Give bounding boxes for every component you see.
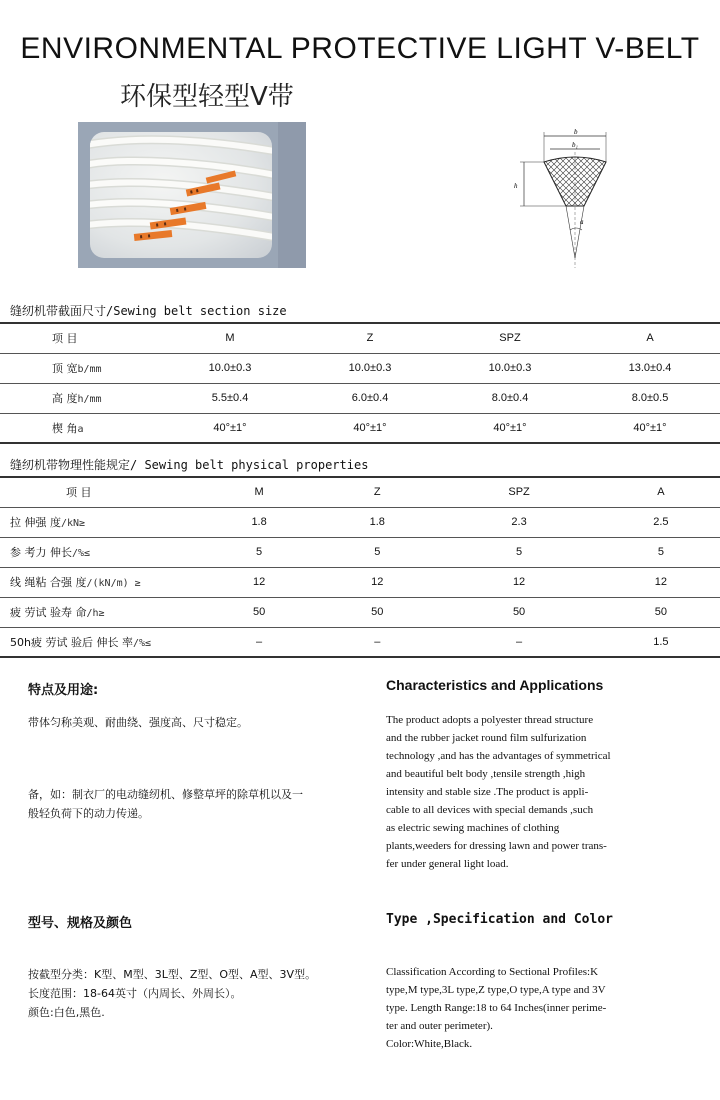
- product-photo: [78, 122, 306, 268]
- table-cell: 5.5±0.4: [160, 383, 300, 413]
- table-cell: 10.0±0.3: [300, 353, 440, 383]
- table-row: [0, 597, 720, 627]
- table-cell: 1.5: [602, 627, 720, 657]
- table-cell: 12: [318, 567, 436, 597]
- diagram-label-b: b: [574, 128, 578, 136]
- table-cell: 1.8: [200, 507, 318, 537]
- table-cell: 40°±1°: [580, 413, 720, 443]
- table-row: [0, 353, 720, 383]
- physical-properties-title: 缝纫机带物理性能规定/ Sewing belt physical properties: [10, 458, 369, 472]
- row-label: 50h疲 劳试 验后 伸长 率/%≤: [0, 627, 200, 657]
- table-cell: 40°±1°: [300, 413, 440, 443]
- table-cell: –: [200, 627, 318, 657]
- table-cell: 5: [602, 537, 720, 567]
- header-item: 项 目: [0, 323, 160, 353]
- row-label: 高 度h/mm: [0, 383, 160, 413]
- row-label: 拉 伸强 度/kN≥: [0, 507, 200, 537]
- header-M: M: [160, 323, 300, 353]
- table-cell: 1.8: [318, 507, 436, 537]
- photo-shadow: [278, 122, 306, 268]
- table-cell: 5: [436, 537, 601, 567]
- page-title-english: ENVIRONMENTAL PROTECTIVE LIGHT V-BELT: [20, 32, 700, 65]
- types-heading-cn: 型号、规格及颜色: [28, 916, 133, 931]
- table-cell: 12: [436, 567, 601, 597]
- page-title-chinese: 环保型轻型V带: [120, 82, 294, 112]
- header-item: 项 目: [0, 477, 200, 507]
- header-Z: Z: [300, 323, 440, 353]
- table-row: [0, 627, 720, 657]
- features-text-cn-1: 带体匀称美观、耐曲绕、强度高、尺寸稳定。: [28, 716, 248, 729]
- diagram-label-h: h: [514, 182, 518, 190]
- table-row: [0, 383, 720, 413]
- physical-properties-table: [0, 476, 720, 658]
- features-heading-cn: 特点及用途:: [28, 683, 99, 698]
- features-heading-en: Characteristics and Applications: [386, 677, 604, 693]
- photo-belts: [90, 132, 272, 258]
- section-size-table: [0, 322, 720, 444]
- table-cell: 50: [436, 597, 601, 627]
- header-Z: Z: [318, 477, 436, 507]
- header-SPZ: SPZ: [436, 477, 601, 507]
- types-heading-en: Type ,Specification and Color: [386, 912, 613, 927]
- table-cell: –: [436, 627, 601, 657]
- table-cell: 12: [200, 567, 318, 597]
- header-A: A: [580, 323, 720, 353]
- header-SPZ: SPZ: [440, 323, 580, 353]
- table-header-row: [0, 323, 720, 353]
- diagram-label-b1: b₁: [572, 141, 578, 149]
- table-row: [0, 507, 720, 537]
- table-cell: 10.0±0.3: [160, 353, 300, 383]
- table-cell: 40°±1°: [160, 413, 300, 443]
- features-text-cn-2: 备，如：制衣厂的电动缝纫机、修整草坪的除草机以及一 般轻负荷下的动力传递。: [28, 788, 303, 820]
- row-label: 楔 角a: [0, 413, 160, 443]
- table-cell: 50: [200, 597, 318, 627]
- table-cell: –: [318, 627, 436, 657]
- table-cell: 10.0±0.3: [440, 353, 580, 383]
- table-cell: 8.0±0.4: [440, 383, 580, 413]
- table-row: [0, 413, 720, 443]
- table-cell: 8.0±0.5: [580, 383, 720, 413]
- diagram-label-a: a: [580, 218, 584, 226]
- types-text-cn: 按截型分类：K型、M型、3L型、Z型、O型、A型、3V型。 长度范围：18-64英寸（内周长、外周长）。 颜色:白色,黑色.: [28, 968, 317, 1019]
- row-label: 参 考力 伸长/%≤: [0, 537, 200, 567]
- header-A: A: [602, 477, 720, 507]
- table-cell: 40°±1°: [440, 413, 580, 443]
- table-cell: 6.0±0.4: [300, 383, 440, 413]
- table-header-row: [0, 477, 720, 507]
- table-cell: 2.5: [602, 507, 720, 537]
- features-text-en: The product adopts a polyester thread structure and the rubber jacket round film sulfurization technology ,and has the advantages of symmetrical and beautiful belt body ,tensile strength ,high intensity and stable size .The product is appli- cable to all devices with special demands ,such as electric sewing machines of clothing plants,weeders for dressing lawn and power trans- fer under general light load.: [386, 714, 611, 870]
- belt-coils-illustration: [90, 132, 272, 258]
- table-cell: 50: [602, 597, 720, 627]
- table-row: [0, 537, 720, 567]
- table-cell: 50: [318, 597, 436, 627]
- header-M: M: [200, 477, 318, 507]
- table-cell: 2.3: [436, 507, 601, 537]
- table-cell: 12: [602, 567, 720, 597]
- section-size-title: 缝纫机带截面尺寸/Sewing belt section size: [10, 304, 287, 318]
- table-cell: 13.0±0.4: [580, 353, 720, 383]
- row-label: 线 绳粘 合强 度/(kN/m) ≥: [0, 567, 200, 597]
- table-row: [0, 567, 720, 597]
- row-label: 顶 宽b/mm: [0, 353, 160, 383]
- row-label: 疲 劳试 验寿 命/h≥: [0, 597, 200, 627]
- table-cell: 5: [318, 537, 436, 567]
- table-cell: 5: [200, 537, 318, 567]
- types-text-en: Classification According to Sectional Profiles:K type,M type,3L type,Z type,O type,A type and 3V type. Length Range:18 to 64 Inches(inner perime- ter and outer perimeter). Color:White,Black.: [386, 966, 607, 1050]
- belt-cross-section-diagram: [500, 122, 630, 272]
